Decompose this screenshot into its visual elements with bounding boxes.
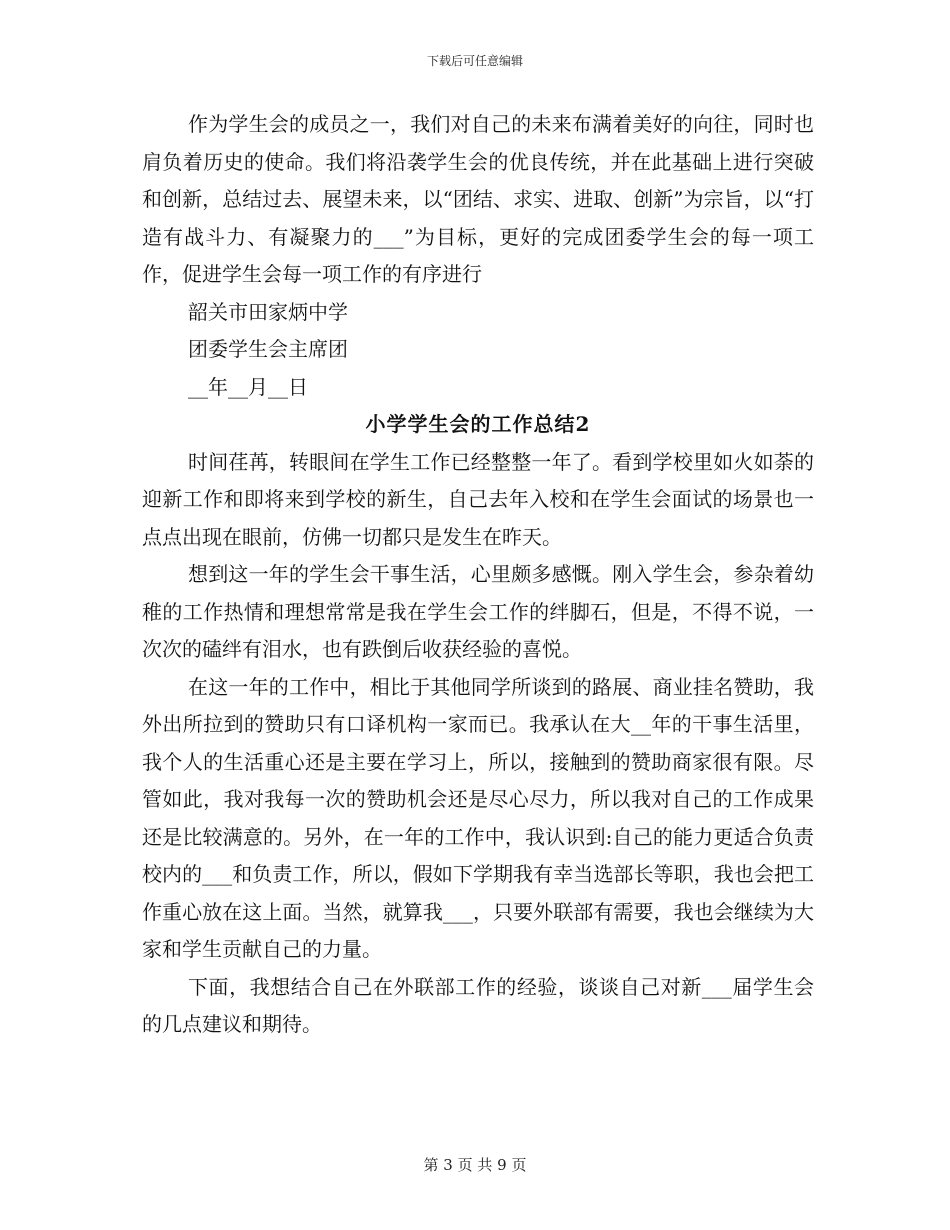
body-paragraph: 下面，我想结合自己在外联部工作的经验，谈谈自己对新___届学生会的几点建议和期待。 <box>142 974 814 1036</box>
page-header: 下载后可任意编辑 <box>426 54 523 68</box>
page-number: 第 3 页 共 9 页 <box>423 1156 527 1174</box>
signature-org: 团委学生会主席团 <box>188 337 348 361</box>
section-title: 小学学生会的工作总结2 <box>365 412 591 436</box>
intro-paragraph: 作为学生会的成员之一，我们对自己的未来布满着美好的向往，同时也肩负着历史的使命。我们将沿袭学生会的优良传统，并在此基础上进行突破和创新，总结过去、展望未来，以“团结、求实、进取、创新”为宗旨，以“打造有战斗力、有凝聚力的___”为目标，更好的完成团委学生会的每一项工作，促进学生会每一项工作的有序进行 <box>142 112 814 286</box>
body-paragraph: 时间荏苒，转眼间在学生工作已经整整一年了。看到学校里如火如荼的迎新工作和即将来到学校的新生，自己去年入校和在学生会面试的场景也一点点出现在眼前，仿佛一切都只是发生在昨天。 <box>142 449 814 549</box>
body-paragraph: 在这一年的工作中，相比于其他同学所谈到的路展、商业挂名赞助，我外出所拉到的赞助只有口译机构一家而已。我承认在大__年的干事生活里，我个人的生活重心还是主要在学习上，所以，接触到的赞助商家很有限。尽管如此，我对我每一次的赞助机会还是尽心尽力，所以我对自己的工作成果还是比较满意的。另外，在一年的工作中，我认识到:自己的能力更适合负责校内的___和负责工作，所以，假如下学期我有幸当选部长等职，我也会把工作重心放在这上面。当然，就算我___，只要外联部有需要，我也会继续为大家和学生贡献自己的力量。 <box>142 674 814 961</box>
document-body <box>142 106 814 1044</box>
signature-date: __年__月__日 <box>188 374 308 399</box>
signature-school: 韶关市田家炳中学 <box>188 299 348 324</box>
body-paragraph: 想到这一年的学生会干事生活，心里颇多感慨。刚入学生会，参杂着幼稚的工作热情和理想常常是我在学生会工作的绊脚石，但是，不得不说，一次次的磕绊有泪水，也有跌倒后收获经验的喜悦。 <box>142 562 814 661</box>
